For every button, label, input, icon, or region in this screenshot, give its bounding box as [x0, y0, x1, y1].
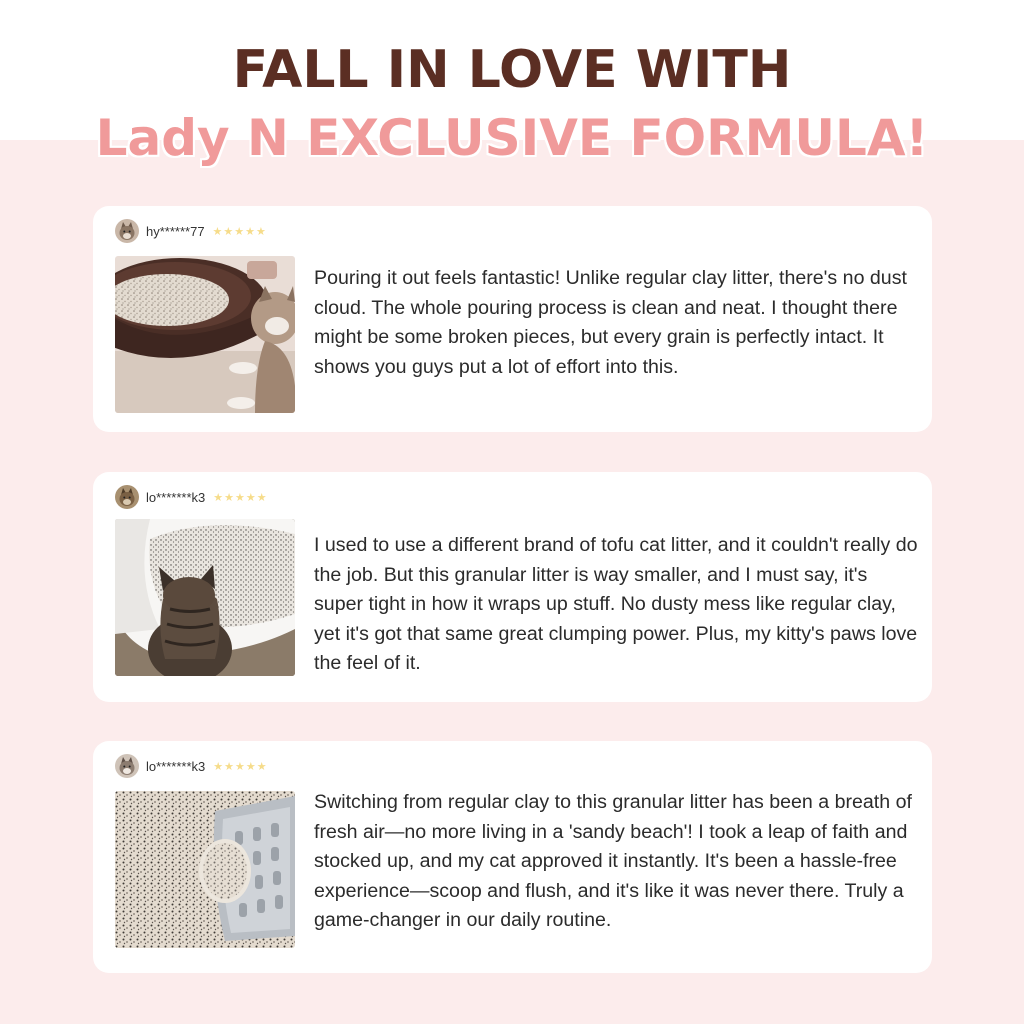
reviewer-username: lo*******k3 — [146, 758, 206, 774]
review-card — [93, 472, 932, 702]
review-card — [93, 741, 932, 973]
review-text: I used to use a different brand of tofu cat litter, and it couldn't really do the job. But this granular litter is way smaller, and I must say, it's super tight in how it wraps up stuff. No dusty mess like regular clay, yet it's got that same great clumping power. Plus, my kitty's paws love the feel of it. — [314, 534, 918, 674]
review-photo-cat-litter-box — [115, 519, 295, 676]
reviewer-info — [115, 218, 267, 244]
star-rating: ★★★★★ — [213, 490, 268, 504]
review-photo-litter-pouring — [115, 256, 295, 413]
cat-avatar-icon — [115, 754, 139, 778]
review-photo-litter-scoop — [115, 791, 295, 948]
reviewer-info — [115, 753, 268, 779]
cat-avatar-icon — [115, 219, 139, 243]
reviewer-info — [115, 484, 268, 510]
review-text: Pouring it out feels fantastic! Unlike regular clay litter, there's no dust cloud. The whole pouring process is clean and neat. I thought there might be some broken pieces, but every grain is perfectly intact. It shows you guys put a lot of effort into this. — [314, 267, 907, 378]
headline-line-2: Lady N EXCLUSIVE FORMULA! — [95, 109, 929, 167]
star-rating: ★★★★★ — [213, 759, 268, 773]
cat-avatar-icon — [115, 485, 139, 509]
review-text: Switching from regular clay to this granular litter has been a breath of fresh air—no more living in a 'sandy beach'! I took a leap of faith and stocked up, and my cat approved it instantly. It's been a hassle-free experience—scoop and flush, and it's like it was never there. Truly a game-changer in our daily routine. — [314, 791, 912, 931]
review-card — [93, 206, 932, 432]
headline-line-1: FALL IN LOVE WITH — [232, 40, 792, 100]
reviewer-username: lo*******k3 — [146, 489, 206, 505]
reviewer-username: hy******77 — [146, 223, 205, 239]
star-rating: ★★★★★ — [212, 224, 267, 238]
